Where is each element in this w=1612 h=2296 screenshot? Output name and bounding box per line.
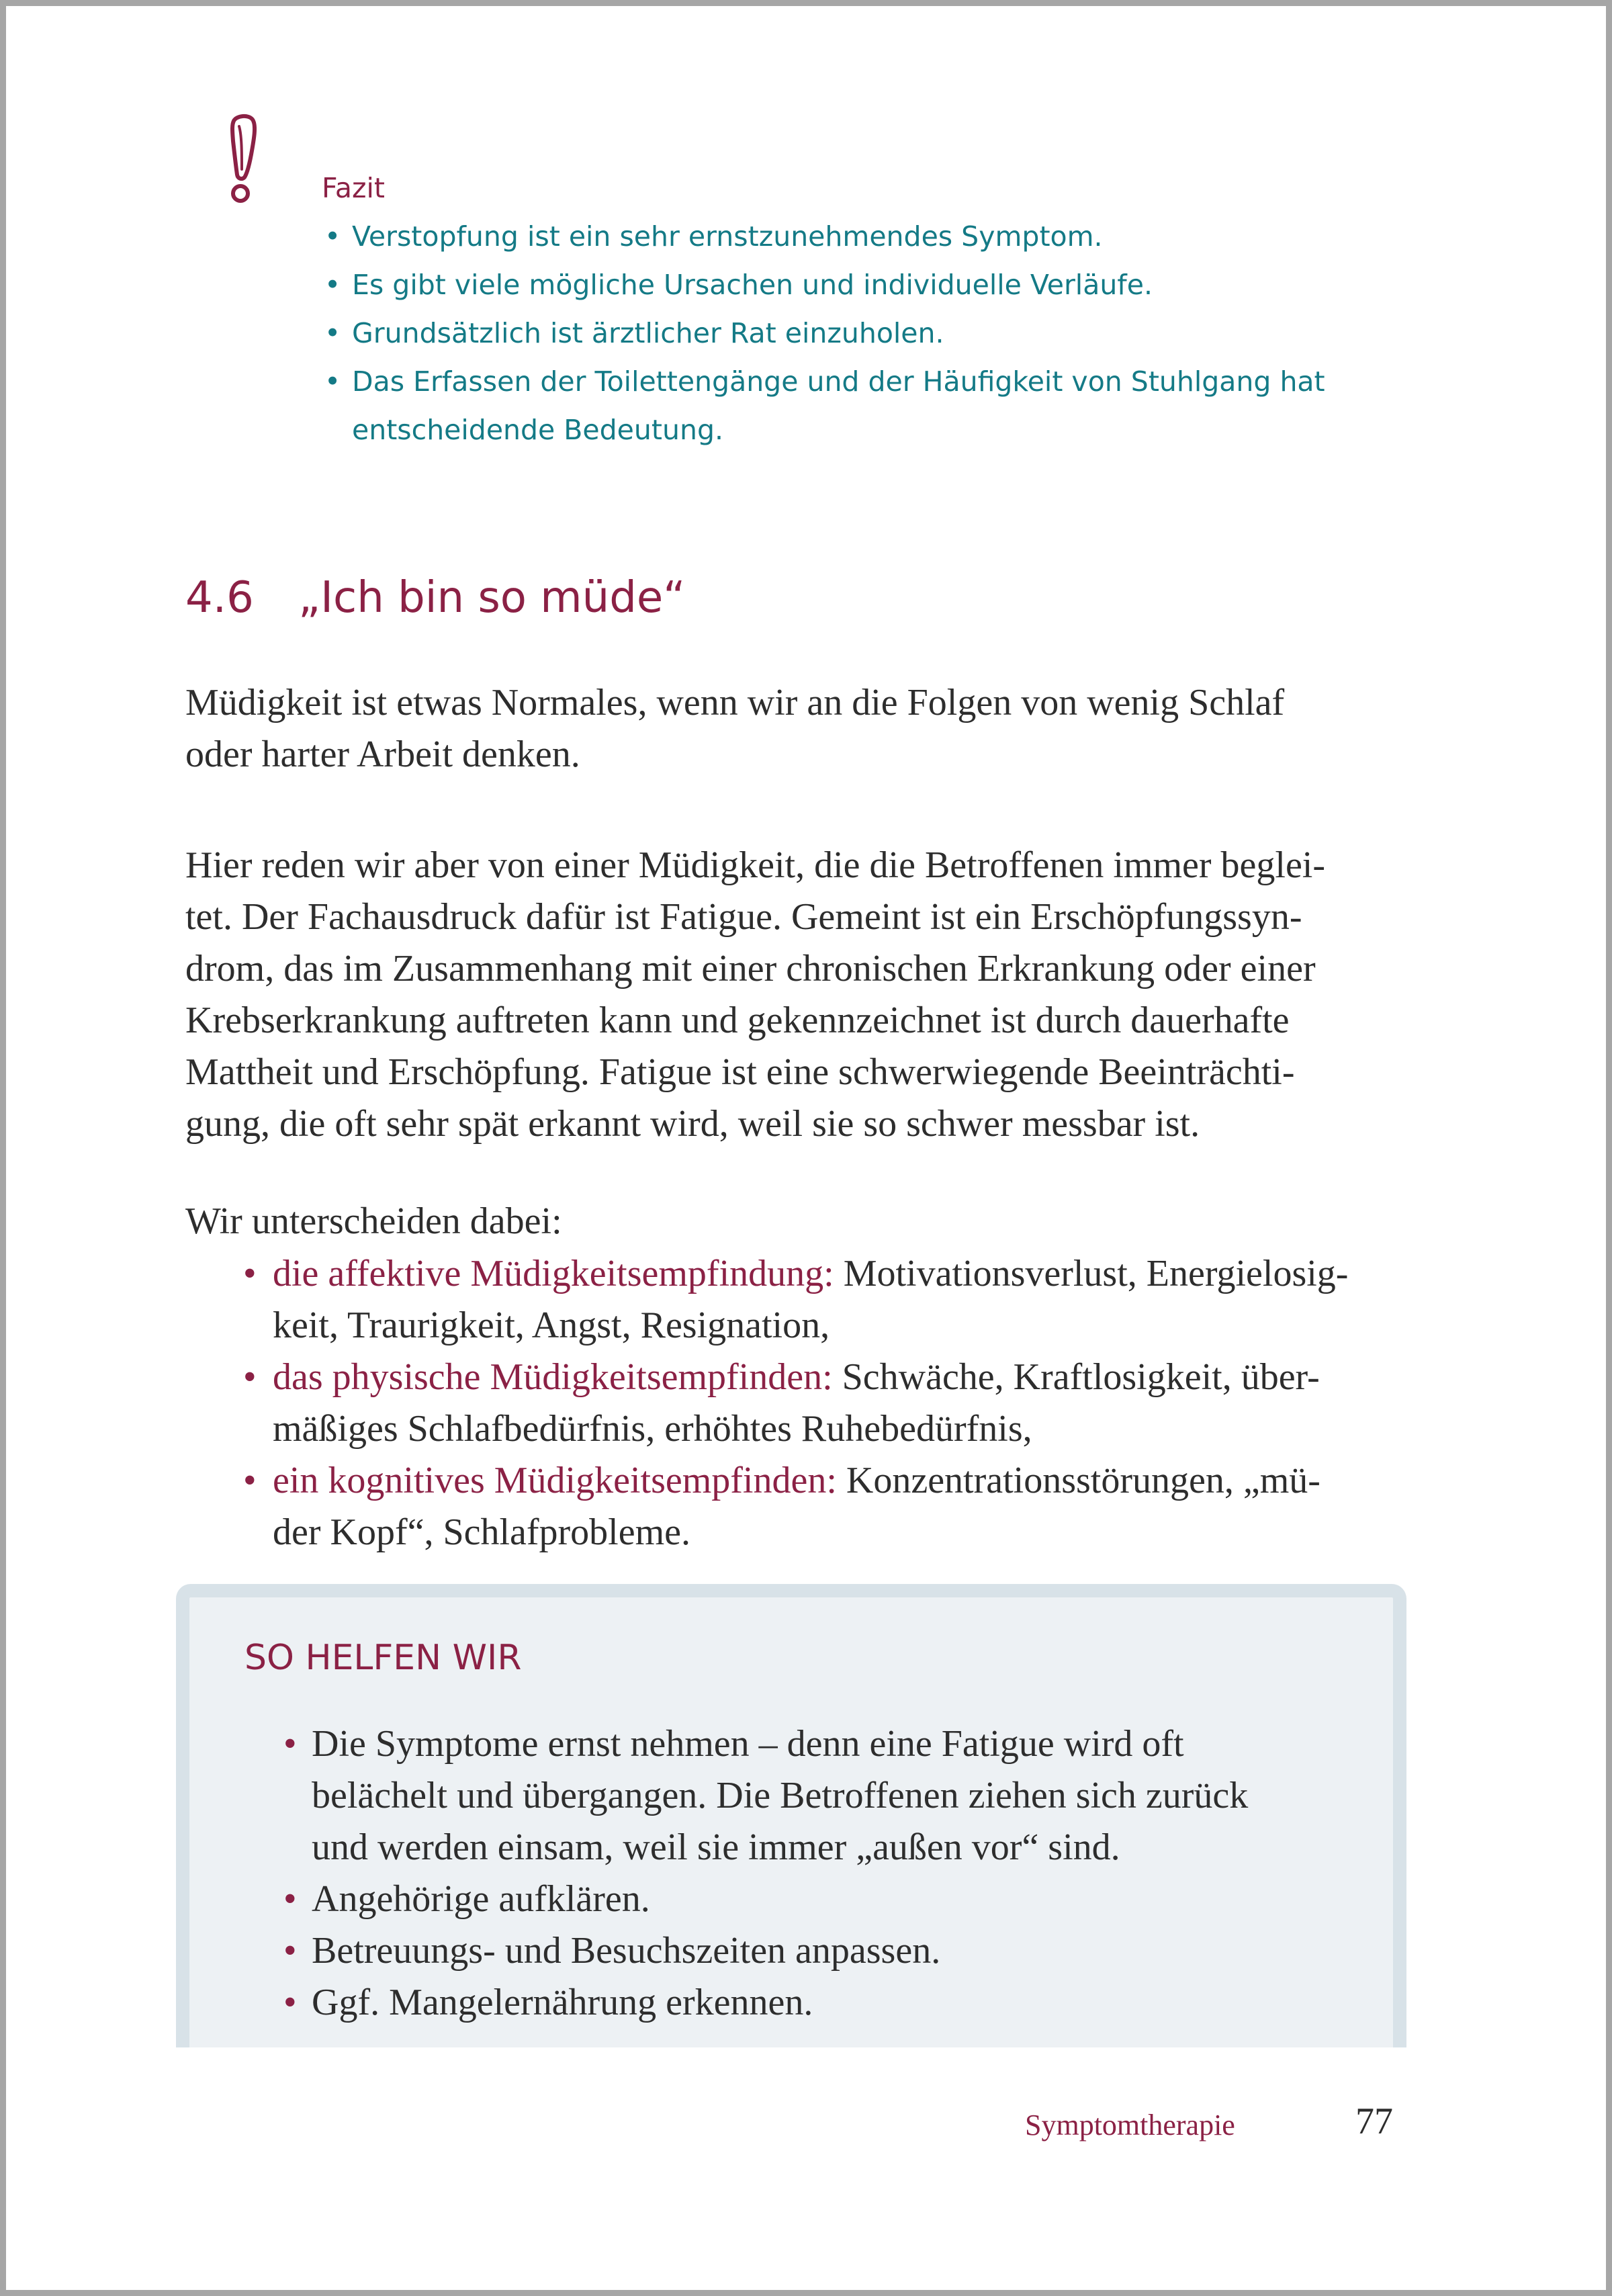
fazit-item-text: Das Erfassen der Toilettengänge und der Häufigkeit von Stuhlgang hat	[352, 365, 1325, 398]
fatigue-type-description: Motivationsverlust, Energielosig-	[834, 1253, 1349, 1294]
help-item	[283, 1873, 1373, 1925]
text-line: Mattheit und Erschöpfung. Fatigue ist eine schwerwiegende Beeinträchti-	[185, 1051, 1295, 1093]
bullet: •	[243, 1460, 257, 1501]
fatigue-type-description: mäßiges Schlafbedürfnis, erhöhtes Ruhebedürfnis,	[273, 1408, 1032, 1450]
help-item	[283, 1718, 1373, 1873]
fatigue-type-term: die affektive Müdigkeitsempfindung:	[273, 1253, 834, 1294]
help-item-text: Angehörige aufklären.	[312, 1878, 650, 1920]
section-number: 4.6	[185, 573, 254, 623]
bullet: •	[283, 1930, 297, 1972]
intro-paragraph	[185, 677, 1421, 781]
fatigue-paragraph	[185, 840, 1421, 1150]
text-line: Hier reden wir aber von einer Müdigkeit, die die Betroffenen immer beglei-	[185, 844, 1326, 886]
fatigue-type-description: Konzentrationsstörungen, „mü-	[836, 1460, 1320, 1501]
bullet: •	[283, 1723, 297, 1765]
exclamation-icon	[214, 113, 274, 207]
help-item-text: und werden einsam, weil sie immer „außen vor“ sind.	[312, 1826, 1120, 1868]
bullet: •	[243, 1356, 257, 1398]
section-title: „Ich bin so müde“	[298, 573, 686, 623]
help-item-text: belächelt und übergangen. Die Betroffenen ziehen sich zurück	[312, 1775, 1249, 1816]
bullet: •	[324, 317, 341, 349]
fatigue-type-item	[243, 1248, 1415, 1352]
fazit-item	[322, 261, 1430, 309]
text-line: tet. Der Fachausdruck dafür ist Fatigue. Gemeint ist ein Erschöpfungssyn-	[185, 896, 1302, 938]
page-number: 77	[1355, 2101, 1393, 2142]
help-item-text: Die Symptome ernst nehmen – denn eine Fatigue wird oft	[312, 1723, 1184, 1765]
bullet: •	[324, 269, 341, 301]
fatigue-type-description: keit, Traurigkeit, Angst, Resignation,	[273, 1305, 830, 1346]
fazit-item	[322, 309, 1430, 357]
help-item-text: Ggf. Mangelernährung erkennen.	[312, 1982, 813, 2023]
text-line: Müdigkeit ist etwas Normales, wenn wir an die Folgen von wenig Schlaf	[185, 682, 1285, 723]
fatigue-type-description: der Kopf“, Schlafprobleme.	[273, 1511, 690, 1553]
text-line: oder harter Arbeit denken.	[185, 734, 580, 775]
fatigue-types-list	[243, 1248, 1415, 1558]
fazit-item	[322, 212, 1430, 261]
fazit-item-text: entscheidende Bedeutung.	[352, 414, 723, 446]
text-line: gung, die oft sehr spät erkannt wird, weil sie so schwer messbar ist.	[185, 1103, 1200, 1145]
bullet: •	[324, 365, 341, 398]
help-item	[283, 1925, 1373, 1977]
bullet: •	[243, 1253, 257, 1294]
help-item	[283, 1977, 1373, 2029]
fazit-list	[322, 212, 1430, 454]
fatigue-type-description: Schwäche, Kraftlosigkeit, über-	[832, 1356, 1320, 1398]
help-item-text: Betreuungs- und Besuchszeiten anpassen.	[312, 1930, 941, 1972]
fatigue-type-term: das physische Müdigkeitsempfinden:	[273, 1356, 833, 1398]
bullet: •	[324, 220, 341, 253]
fazit-item-text: Es gibt viele mögliche Ursachen und individuelle Verläufe.	[352, 269, 1153, 301]
list-intro	[185, 1196, 1421, 1247]
bullet: •	[283, 1982, 297, 2023]
text-line: Wir unterscheiden dabei:	[185, 1200, 562, 1242]
help-box-title: SO HELFEN WIR	[244, 1638, 522, 1678]
fazit-item-text: Grundsätzlich ist ärztlicher Rat einzuholen.	[352, 317, 944, 349]
fatigue-type-term: ein kognitives Müdigkeitsempfinden:	[273, 1460, 837, 1501]
fazit-title: Fazit	[322, 172, 385, 204]
section-heading	[185, 568, 685, 628]
text-line: drom, das im Zusammenhang mit einer chronischen Erkrankung oder einer	[185, 948, 1316, 989]
help-list	[283, 1718, 1373, 2029]
fazit-item	[322, 357, 1430, 454]
footer-section-title: Symptomtherapie	[1025, 2109, 1235, 2142]
bullet: •	[283, 1878, 297, 1920]
fatigue-type-item	[243, 1352, 1415, 1455]
text-line: Krebserkrankung auftreten kann und gekennzeichnet ist durch dauerhafte	[185, 1000, 1290, 1041]
fazit-item-text: Verstopfung ist ein sehr ernstzunehmendes Symptom.	[352, 220, 1103, 253]
fatigue-type-item	[243, 1455, 1415, 1558]
